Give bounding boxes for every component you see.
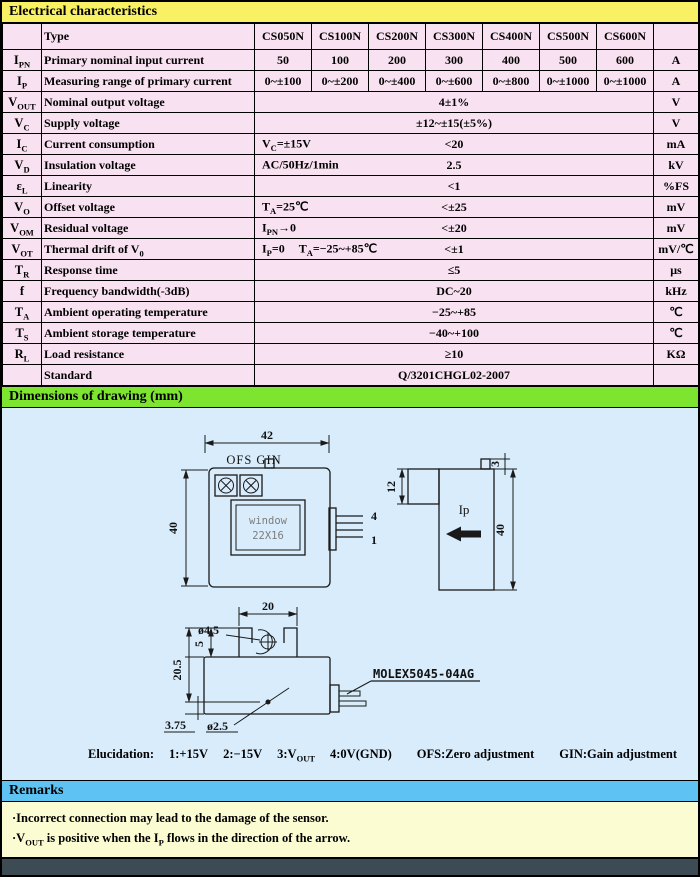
value-cell: Q/3201CHGL02-2007 xyxy=(255,365,654,386)
elucidation-line xyxy=(2,743,698,762)
value-cell: 0~±100 xyxy=(255,71,312,92)
unit-cell: V xyxy=(654,92,699,113)
unit-cell: A xyxy=(654,50,699,71)
table-row-vc xyxy=(3,113,699,134)
electrical-section-header: Electrical characteristics xyxy=(2,2,698,23)
value-cell: $T_A=25℃$ <±25 xyxy=(255,197,654,218)
value-cell: ±12~±15(±5%) xyxy=(255,113,654,134)
pin2-meaning: 2:−15V xyxy=(223,747,263,761)
table-row-type xyxy=(3,24,699,50)
ofs-gin-label: OFS GIN xyxy=(226,453,282,467)
value-cell: 4±1% xyxy=(255,92,654,113)
value-cell: 300 xyxy=(426,50,483,71)
table-row-ts xyxy=(3,323,699,344)
table-row-vot xyxy=(3,239,699,260)
type-cell: CS050N xyxy=(255,24,312,50)
value-cell: 0~±1000 xyxy=(597,71,654,92)
unit-cell: kHz xyxy=(654,281,699,302)
symbol-cell: $T_A$ xyxy=(3,302,42,323)
ofs-meaning: OFS:Zero adjustment xyxy=(416,747,535,761)
symbol-cell: $V_C$ xyxy=(3,113,42,134)
bottom-view xyxy=(164,599,480,733)
front-height-dim: 40 xyxy=(166,522,180,534)
desc-cell: Response time xyxy=(42,260,255,281)
table-row-ipn xyxy=(3,50,699,71)
unit-cell: ℃ xyxy=(654,323,699,344)
unit-cell: V xyxy=(654,113,699,134)
desc-cell: Thermal drift of $V_0$ xyxy=(42,239,255,260)
desc-cell: Current consumption xyxy=(42,134,255,155)
type-label-cell: Type xyxy=(42,24,255,50)
type-cell: CS600N xyxy=(597,24,654,50)
value-cell: $V_C=\pm 15V$ <20 xyxy=(255,134,654,155)
unit-cell: mV xyxy=(654,218,699,239)
remarks-section-header: Remarks xyxy=(2,780,698,802)
symbol-cell: f xyxy=(3,281,42,302)
unit-cell xyxy=(654,365,699,386)
connector-type-label: MOLEX5045-04AG xyxy=(373,667,475,681)
symbol-cell: $T_S$ xyxy=(3,323,42,344)
value-cell: $I_P=0$ $T_A=-25\sim+85℃$ <±1 xyxy=(255,239,654,260)
value-cell: 400 xyxy=(483,50,540,71)
value-cell: 0~±400 xyxy=(369,71,426,92)
window-size-label: 22X16 xyxy=(252,530,284,542)
desc-cell: Standard xyxy=(42,365,255,386)
value-cell: 200 xyxy=(369,50,426,71)
symbol-cell: $V_{OUT}$ xyxy=(3,92,42,113)
bottom-offset-dim: 3.75 xyxy=(165,718,186,732)
value-cell: DC~20 xyxy=(255,281,654,302)
gin-meaning: GIN:Gain adjustment xyxy=(559,747,677,761)
table-row-linearity xyxy=(3,176,699,197)
front-width-dim: 42 xyxy=(261,428,273,442)
current-direction-arrow xyxy=(446,527,481,542)
desc-cell: Insulation voltage xyxy=(42,155,255,176)
pin-1-label: 1 xyxy=(371,533,377,547)
table-row-vom xyxy=(3,218,699,239)
elucidation-label: Elucidation: xyxy=(88,747,154,761)
unit-cell: ℃ xyxy=(654,302,699,323)
bottom-width-dim: 20 xyxy=(262,599,274,613)
desc-cell: Linearity xyxy=(42,176,255,197)
type-cell: CS200N xyxy=(369,24,426,50)
table-row-ta xyxy=(3,302,699,323)
pin4-meaning: 4:0V(GND) xyxy=(330,747,392,761)
symbol-cell: $V_{OT}$ xyxy=(3,239,42,260)
unit-cell: mV xyxy=(654,197,699,218)
value-cell: AC/50Hz/1min 2.5 xyxy=(255,155,654,176)
symbol-cell: $T_R$ xyxy=(3,260,42,281)
unit-cell: KΩ xyxy=(654,344,699,365)
value-cell: −40~+100 xyxy=(255,323,654,344)
table-row-ip xyxy=(3,71,699,92)
page-footer-bar xyxy=(2,857,698,875)
side-connector-dim: 12 xyxy=(384,481,398,493)
unit-cell xyxy=(654,24,699,50)
symbol-cell: $V_O$ xyxy=(3,197,42,218)
electrical-characteristics-table xyxy=(2,23,699,386)
desc-cell: Supply voltage xyxy=(42,113,255,134)
desc-cell: Nominal output voltage xyxy=(42,92,255,113)
unit-cell: %FS xyxy=(654,176,699,197)
value-cell: 0~±1000 xyxy=(540,71,597,92)
value-cell: 0~±200 xyxy=(312,71,369,92)
value-cell: 50 xyxy=(255,50,312,71)
side-view xyxy=(384,453,517,590)
table-row-vd xyxy=(3,155,699,176)
value-cell: 100 xyxy=(312,50,369,71)
table-row-ic xyxy=(3,134,699,155)
value-cell: ≥10 xyxy=(255,344,654,365)
dimensions-section-header: Dimensions of drawing (mm) xyxy=(2,386,698,408)
remark-line-1: ·Incorrect connection may lead to the damage of the sensor. xyxy=(12,811,329,825)
value-cell: $I_{PN}\to 0$ <±20 xyxy=(255,218,654,239)
aperture-window xyxy=(231,500,305,555)
value-cell: 0~±600 xyxy=(426,71,483,92)
remark-line-2: $\cdot V_{OUT}$ is positive when the $I_P$ flows in the direction of the arrow. xyxy=(12,831,351,848)
value-cell: 600 xyxy=(597,50,654,71)
symbol-cell: $I_C$ xyxy=(3,134,42,155)
unit-cell: kV xyxy=(654,155,699,176)
symbol-cell xyxy=(3,365,42,386)
table-row-standard xyxy=(3,365,699,386)
dimensions-drawing-area xyxy=(2,408,698,780)
symbol-cell xyxy=(3,24,42,50)
unit-cell: mA xyxy=(654,134,699,155)
type-cell: CS100N xyxy=(312,24,369,50)
desc-cell: Offset voltage xyxy=(42,197,255,218)
side-height-dim: 40 xyxy=(493,524,507,536)
type-cell: CS400N xyxy=(483,24,540,50)
type-cell: CS300N xyxy=(426,24,483,50)
symbol-cell: $V_{OM}$ xyxy=(3,218,42,239)
front-view xyxy=(166,428,377,587)
desc-cell: Residual voltage xyxy=(42,218,255,239)
value-cell: −25~+85 xyxy=(255,302,654,323)
table-row-f xyxy=(3,281,699,302)
unit-cell: A xyxy=(654,71,699,92)
desc-cell: Ambient storage temperature xyxy=(42,323,255,344)
desc-cell: Measuring range of primary current xyxy=(42,71,255,92)
symbol-cell: $\varepsilon_L$ xyxy=(3,176,42,197)
symbol-cell: $V_D$ xyxy=(3,155,42,176)
flange-height-dim: 5 xyxy=(192,641,206,647)
unit-cell: μs xyxy=(654,260,699,281)
window-label: window xyxy=(249,515,287,527)
value-cell: 0~±800 xyxy=(483,71,540,92)
remarks-body xyxy=(2,802,698,857)
value-cell: ≤5 xyxy=(255,260,654,281)
symbol-cell: $R_L$ xyxy=(3,344,42,365)
pin-4-label: 4 xyxy=(371,509,377,523)
value-cell: 500 xyxy=(540,50,597,71)
table-row-rl xyxy=(3,344,699,365)
pin1-meaning: 1:+15V xyxy=(169,747,209,761)
primary-current-label: Ip xyxy=(458,502,470,517)
value-cell: <1 xyxy=(255,176,654,197)
hole-top-dim: ø4.5 xyxy=(198,623,219,637)
pin3-meaning: $3:V_{OUT}$ xyxy=(277,747,315,764)
unit-cell: mV/℃ xyxy=(654,239,699,260)
desc-cell: Frequency bandwidth(-3dB) xyxy=(42,281,255,302)
desc-cell: Ambient operating temperature xyxy=(42,302,255,323)
table-row-vo xyxy=(3,197,699,218)
table-row-tr xyxy=(3,260,699,281)
dimensions-drawing xyxy=(2,408,698,743)
symbol-cell: $I_{PN}$ xyxy=(3,50,42,71)
symbol-cell: $I_P$ xyxy=(3,71,42,92)
hole-bottom-dim: ø2.5 xyxy=(207,719,228,733)
side-tab-dim: 3 xyxy=(488,461,502,467)
hole-center-dim: 20.5 xyxy=(170,659,184,681)
connector-body xyxy=(330,685,339,712)
type-cell: CS500N xyxy=(540,24,597,50)
table-row-vout xyxy=(3,92,699,113)
desc-cell: Load resistance xyxy=(42,344,255,365)
desc-cell: Primary nominal input current xyxy=(42,50,255,71)
